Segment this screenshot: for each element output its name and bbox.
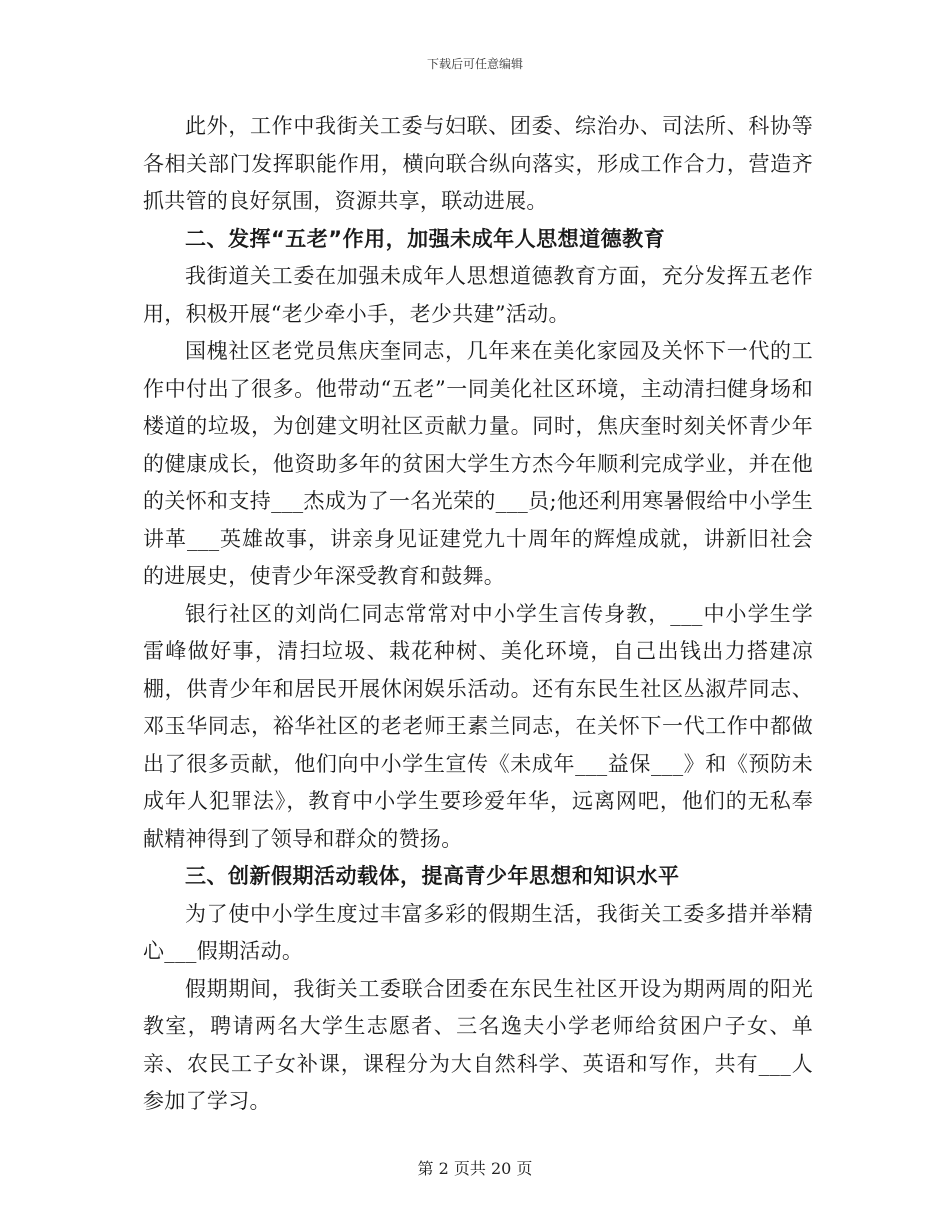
document-body [143,108,813,1121]
section-heading-three: 三、创新假期活动载体，提高青少年思想和知识水平 [185,864,680,888]
paragraph-five-elders-intro: 我街道关工委在加强未成年人思想道德教育方面，充分发挥五老作用，积极开展“老少牵小手，老少共建”活动。 [143,264,813,326]
page-number: 第 2 页共 20 页 [417,1159,533,1178]
paragraph-cooperation: 此外，工作中我街关工委与妇联、团委、综治办、司法所、科协等各相关部门发挥职能作用，横向联合纵向落实，形成工作合力，营造齐抓共管的良好氛围，资源共享，联动进展。 [143,114,813,213]
paragraph-jiao-qingkui: 国槐社区老党员焦庆奎同志，几年来在美化家园及关怀下一代的工作中付出了很多。他带动“五老”一同美化社区环境，主动清扫健身场和楼道的垃圾，为创建文明社区贡献力量。同时，焦庆奎时刻关怀青少年的健康成长，他资助多年的贫困大学生方杰今年顺利完成学业，并在他的关怀和支持___杰成为了一名光荣的___员;他还利用寒暑假给中小学生讲革___英雄故事，讲亲身见证建党九十周年的辉煌成就，讲新旧社会的进展史，使青少年深受教育和鼓舞。 [143,339,813,588]
paragraph-sunshine-classroom: 假期期间，我街关工委联合团委在东民生社区开设为期两周的阳光教室，聘请两名大学生志愿者、三名逸夫小学老师给贫困户子女、单亲、农民工子女补课，课程分为大自然科学、英语和写作，共有___人参加了学习。 [143,976,813,1113]
paragraph-liu-shangren: 银行社区的刘尚仁同志常常对中小学生言传身教，___中小学生学雷峰做好事，清扫垃圾、栽花种树、美化环境，自己出钱出力搭建凉棚，供青少年和居民开展休闲娱乐活动。还有东民生社区丛淑芹同志、邓玉华同志，裕华社区的老老师王素兰同志，在关怀下一代工作中都做出了很多贡献，他们向中小学生宣传《未成年___益保___》和《预防未成年人犯罪法》，教育中小学生要珍爱年华，远离网吧，他们的无私奉献精神得到了领导和群众的赞扬。 [143,601,813,851]
page-header: 下载后可任意编辑 [426,57,523,71]
section-heading-two: 二、发挥“五老”作用，加强未成年人思想道德教育 [185,226,666,251]
paragraph-holiday-intro: 为了使中小学生度过丰富多彩的假期生活，我街关工委多措并举精心___假期活动。 [143,901,813,963]
